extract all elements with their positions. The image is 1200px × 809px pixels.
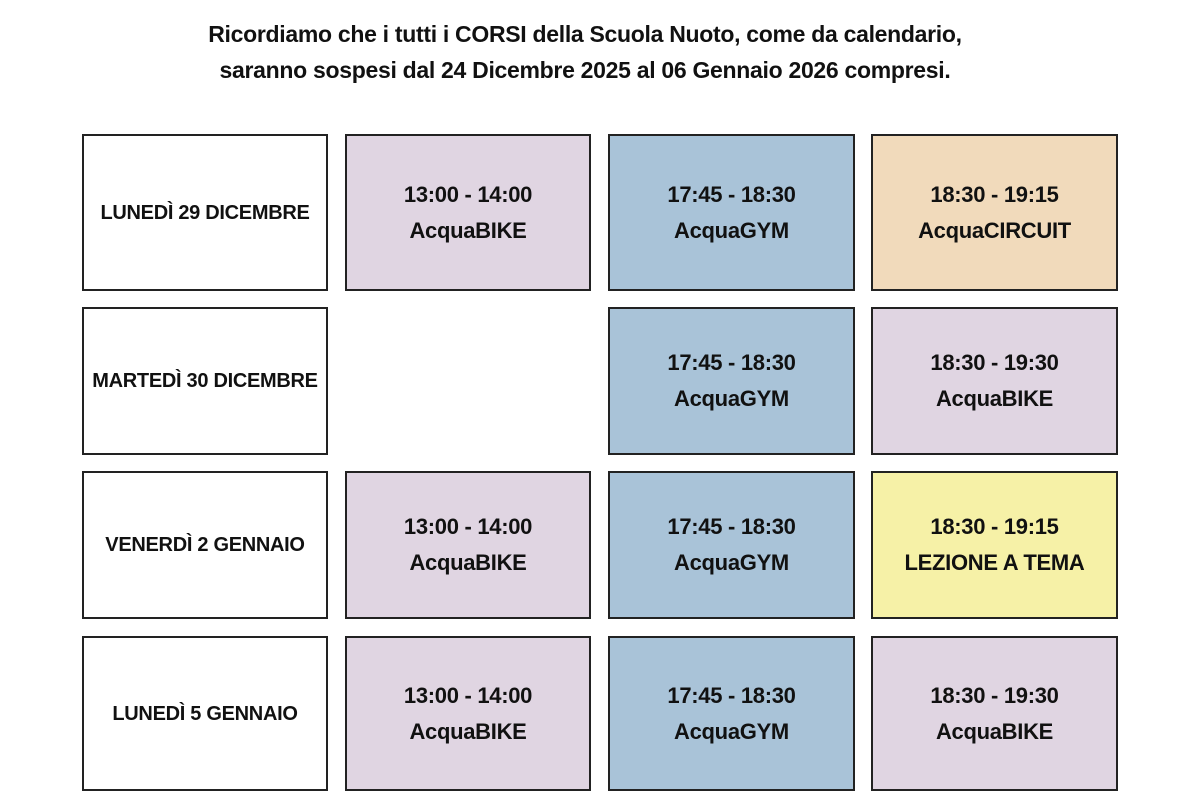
session-acquabike bbox=[345, 636, 591, 791]
day-label: VENERDÌ 2 GENNAIO bbox=[105, 534, 305, 556]
session-time: 17:45 - 18:30 bbox=[667, 682, 796, 708]
day-cell-lunedi-29 bbox=[82, 134, 328, 291]
day-label: LUNEDÌ 5 GENNAIO bbox=[112, 702, 298, 725]
day-cell-venerdi-2 bbox=[82, 471, 328, 619]
day-cell-lunedi-5 bbox=[82, 636, 328, 791]
session-course: AcquaGYM bbox=[674, 217, 789, 243]
session-time: 18:30 - 19:15 bbox=[930, 181, 1059, 207]
notice-line-2: saranno sospesi dal 24 Dicembre 2025 al 06 Gennaio 2026 compresi. bbox=[219, 57, 951, 83]
session-course: AcquaGYM bbox=[674, 718, 789, 744]
session-time: 13:00 - 14:00 bbox=[403, 181, 533, 207]
session-time: 13:00 - 14:00 bbox=[403, 514, 533, 539]
session-acquagym bbox=[608, 636, 855, 791]
session-course: AcquaBIKE bbox=[409, 550, 527, 575]
session-course: AcquaBIKE bbox=[935, 718, 1054, 744]
session-course: AcquaGYM bbox=[674, 386, 789, 411]
session-course: AcquaCIRCUIT bbox=[918, 217, 1071, 243]
session-time: 18:30 - 19:15 bbox=[930, 514, 1059, 539]
session-acquabike bbox=[871, 636, 1118, 791]
session-time: 18:30 - 19:30 bbox=[930, 350, 1059, 375]
session-course: AcquaBIKE bbox=[409, 217, 527, 243]
session-lezione-a-tema bbox=[871, 471, 1118, 619]
session-course: LEZIONE A TEMA bbox=[904, 550, 1085, 575]
session-acquagym bbox=[608, 134, 855, 291]
session-time: 13:00 - 14:00 bbox=[403, 682, 533, 708]
session-course: AcquaBIKE bbox=[935, 386, 1054, 411]
session-acquacircuit bbox=[871, 134, 1118, 291]
session-acquagym bbox=[608, 471, 855, 619]
session-time: 17:45 - 18:30 bbox=[667, 350, 796, 375]
session-course: AcquaGYM bbox=[674, 550, 789, 575]
session-acquabike bbox=[345, 134, 591, 291]
day-cell-martedi-30 bbox=[82, 307, 328, 455]
session-acquagym bbox=[608, 307, 855, 455]
session-course: AcquaBIKE bbox=[409, 718, 527, 744]
day-label: LUNEDÌ 29 DICEMBRE bbox=[100, 201, 310, 224]
session-time: 17:45 - 18:30 bbox=[667, 514, 796, 539]
suspension-notice bbox=[0, 16, 1170, 88]
day-label: MARTEDÌ 30 DICEMBRE bbox=[92, 370, 318, 392]
session-time: 18:30 - 19:30 bbox=[930, 682, 1059, 708]
session-acquabike bbox=[345, 471, 591, 619]
session-time: 17:45 - 18:30 bbox=[667, 181, 796, 207]
session-acquabike bbox=[871, 307, 1118, 455]
notice-line-1: Ricordiamo che i tutti i CORSI della Scuola Nuoto, come da calendario, bbox=[208, 21, 962, 47]
